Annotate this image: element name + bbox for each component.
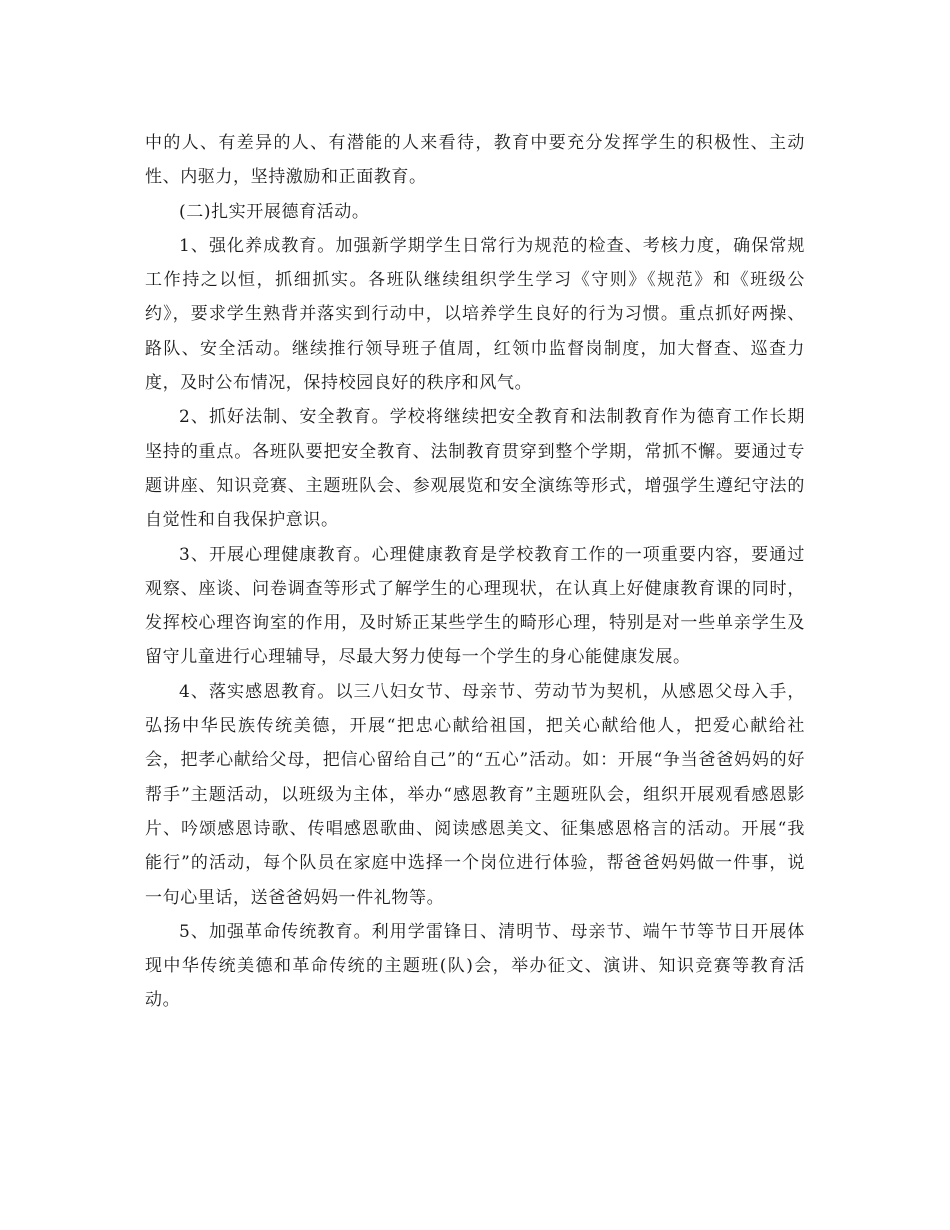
section-heading-moral-activities: (二)扎实开展德育活动。 — [179, 201, 370, 222]
paragraph-mental-health-education: 3、开展心理健康教育。心理健康教育是学校教育工作的一项重要内容，要通过观察、座谈、问卷调查等形式了解学生的心理现状，在认真上好健康教育课的同时，发挥校心理咨询室的作用，及时矫正某些学生的畸形心理，特别是对一些单亲学生及留守儿童进行心理辅导，尽最大努力使每一个学生的身心能健康发展。 — [145, 544, 805, 668]
paragraph-revolutionary-tradition-education: 5、加强革命传统教育。利用学雷锋日、清明节、母亲节、端午节等节日开展体现中华传统美德和革命传统的主题班(队)会，举办征文、演讲、知识竞赛等教育活动。 — [145, 921, 805, 1011]
document-body — [145, 126, 805, 1018]
paragraph-gratitude-education: 4、落实感恩教育。以三八妇女节、母亲节、劳动节为契机，从感恩父母入手，弘扬中华民族传统美德，开展“把忠心献给祖国，把关心献给他人，把爱心献给社会，把孝心献给父母，把信心留给自己”的“五心”活动。如：开展“争当爸爸妈妈的好帮手”主题活动，以班级为主体，举办“感恩教育”主题班队会，组织开展观看感恩影片、吟颂感恩诗歌、传唱感恩歌曲、阅读感恩美文、征集感恩格言的活动。开展“我能行”的活动，每个队员在家庭中选择一个岗位进行体验，帮爸爸妈妈做一件事，说一句心里话，送爸爸妈妈一件礼物等。 — [145, 681, 805, 908]
paragraph-habit-education: 1、强化养成教育。加强新学期学生日常行为规范的检查、考核力度，确保常规工作持之以恒，抓细抓实。各班队继续组织学生学习《守则》《规范》和《班级公约》，要求学生熟背并落实到行动中，以培养学生良好的行为习惯。重点抓好两操、路队、安全活动。继续推行领导班子值周，红领巾监督岗制度，加大督查、巡查力度，及时公布情况，保持校园良好的秩序和风气。 — [145, 235, 805, 394]
paragraph-legal-safety-education: 2、抓好法制、安全教育。学校将继续把安全教育和法制教育作为德育工作长期坚持的重点。各班队要把安全教育、法制教育贯穿到整个学期，常抓不懈。要通过专题讲座、知识竞赛、主题班队会、参观展览和安全演练等形式，增强学生遵纪守法的自觉性和自我保护意识。 — [145, 407, 805, 531]
paragraph-continuation: 中的人、有差异的人、有潜能的人来看待，教育中要充分发挥学生的积极性、主动性、内驱力，坚持激励和正面教育。 — [145, 133, 805, 188]
